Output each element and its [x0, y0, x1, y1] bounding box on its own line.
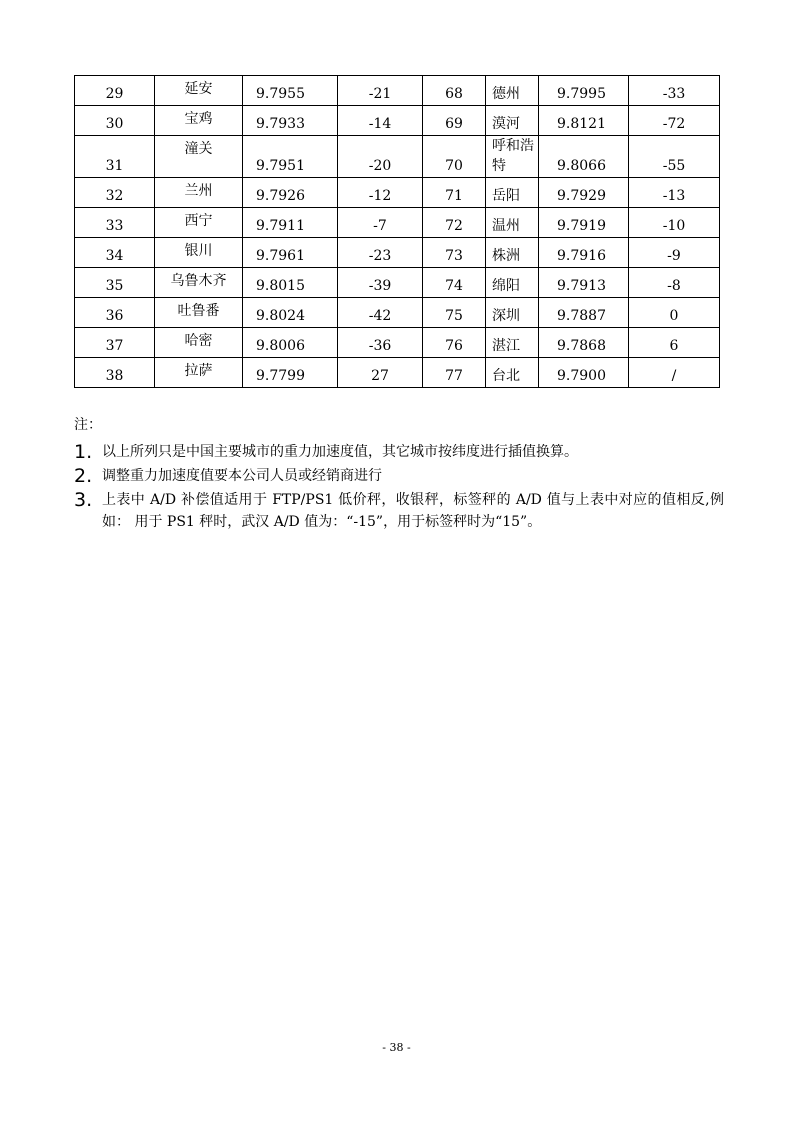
- city-name-cell: 湛江: [486, 328, 539, 358]
- city-name-cell: 西宁: [155, 208, 243, 238]
- gravity-value-cell: 9.7911: [243, 208, 338, 238]
- note-number: 1.: [74, 441, 93, 463]
- city-name-cell: 德州: [486, 76, 539, 106]
- city-name-cell: 岳阳: [486, 178, 539, 208]
- station-number-cell: 35: [75, 268, 155, 298]
- ad-compensation-cell: -7: [338, 208, 423, 238]
- gravity-value-cell: 9.7887: [539, 298, 629, 328]
- gravity-value-cell: 9.7900: [539, 358, 629, 388]
- table-row: [75, 136, 720, 178]
- note-text: 以上所列只是中国主要城市的重力加速度值，其它城市按纬度进行插值换算。: [102, 444, 578, 460]
- notes-section: [74, 415, 724, 535]
- gravity-value-cell: 9.7951: [243, 136, 338, 178]
- gravity-value-cell: 9.7916: [539, 238, 629, 268]
- gravity-value-cell: 9.7913: [539, 268, 629, 298]
- gravity-value-cell: 9.7799: [243, 358, 338, 388]
- ad-compensation-cell: -33: [629, 76, 720, 106]
- ad-compensation-cell: 27: [338, 358, 423, 388]
- note-number: 3.: [74, 489, 93, 511]
- station-number-cell: 77: [423, 358, 486, 388]
- gravity-value-cell: 9.7961: [243, 238, 338, 268]
- city-name-cell: 乌鲁木齐: [155, 268, 243, 298]
- station-number-cell: 70: [423, 136, 486, 178]
- station-number-cell: 37: [75, 328, 155, 358]
- table-row: [75, 328, 720, 358]
- ad-compensation-cell: -8: [629, 268, 720, 298]
- city-name-cell: 潼关: [155, 136, 243, 178]
- ad-compensation-cell: 0: [629, 298, 720, 328]
- station-number-cell: 36: [75, 298, 155, 328]
- table-row: [75, 358, 720, 388]
- ad-compensation-cell: -10: [629, 208, 720, 238]
- gravity-value-cell: 9.7868: [539, 328, 629, 358]
- station-number-cell: 75: [423, 298, 486, 328]
- table-row: [75, 268, 720, 298]
- city-name-cell: 深圳: [486, 298, 539, 328]
- table-row: [75, 106, 720, 136]
- ad-compensation-cell: -14: [338, 106, 423, 136]
- ad-compensation-cell: -36: [338, 328, 423, 358]
- table-row: [75, 76, 720, 106]
- ad-compensation-cell: -42: [338, 298, 423, 328]
- city-name-cell: 宝鸡: [155, 106, 243, 136]
- ad-compensation-cell: -20: [338, 136, 423, 178]
- gravity-value-cell: 9.8015: [243, 268, 338, 298]
- note-item: [74, 465, 724, 487]
- note-text: 上表中 A/D 补偿值适用于 FTP/PS1 低价秤，收银秤，标签秤的 A/D 值与上表中对应的值相反,例如： 用于 PS1 秤时，武汉 A/D 值为：“-15”，用于标签秤时为“15”。: [102, 492, 724, 530]
- city-name-cell: 拉萨: [155, 358, 243, 388]
- ad-compensation-cell: -55: [629, 136, 720, 178]
- city-name-cell: 漠河: [486, 106, 539, 136]
- table-row: [75, 208, 720, 238]
- station-number-cell: 68: [423, 76, 486, 106]
- station-number-cell: 31: [75, 136, 155, 178]
- gravity-value-cell: 9.8066: [539, 136, 629, 178]
- city-name-cell: 吐鲁番: [155, 298, 243, 328]
- ad-compensation-cell: 6: [629, 328, 720, 358]
- ad-compensation-cell: -23: [338, 238, 423, 268]
- gravity-value-cell: 9.8024: [243, 298, 338, 328]
- station-number-cell: 29: [75, 76, 155, 106]
- page-number: - 38 -: [382, 1041, 411, 1054]
- ad-compensation-cell: -21: [338, 76, 423, 106]
- station-number-cell: 32: [75, 178, 155, 208]
- station-number-cell: 76: [423, 328, 486, 358]
- ad-compensation-cell: -12: [338, 178, 423, 208]
- city-name-cell: 延安: [155, 76, 243, 106]
- note-item: [74, 489, 724, 533]
- gravity-table: [74, 75, 720, 388]
- station-number-cell: 33: [75, 208, 155, 238]
- station-number-cell: 30: [75, 106, 155, 136]
- station-number-cell: 38: [75, 358, 155, 388]
- ad-compensation-cell: -9: [629, 238, 720, 268]
- note-item: [74, 441, 724, 463]
- station-number-cell: 71: [423, 178, 486, 208]
- table-row: [75, 238, 720, 268]
- gravity-value-cell: 9.7919: [539, 208, 629, 238]
- city-name-cell: 绵阳: [486, 268, 539, 298]
- note-number: 2.: [74, 465, 93, 487]
- station-number-cell: 74: [423, 268, 486, 298]
- gravity-value-cell: 9.7955: [243, 76, 338, 106]
- city-name-cell: 台北: [486, 358, 539, 388]
- gravity-value-cell: 9.7933: [243, 106, 338, 136]
- ad-compensation-cell: /: [629, 358, 720, 388]
- gravity-value-cell: 9.8121: [539, 106, 629, 136]
- station-number-cell: 73: [423, 238, 486, 268]
- gravity-value-cell: 9.7926: [243, 178, 338, 208]
- gravity-value-cell: 9.7995: [539, 76, 629, 106]
- notes-list: [74, 441, 724, 533]
- ad-compensation-cell: -72: [629, 106, 720, 136]
- notes-heading: 注：: [74, 417, 102, 433]
- city-name-cell: 株洲: [486, 238, 539, 268]
- city-name-cell: 温州: [486, 208, 539, 238]
- gravity-value-cell: 9.7929: [539, 178, 629, 208]
- city-name-cell: 兰州: [155, 178, 243, 208]
- city-name-cell: 哈密: [155, 328, 243, 358]
- gravity-table-body: [75, 76, 720, 388]
- station-number-cell: 69: [423, 106, 486, 136]
- ad-compensation-cell: -39: [338, 268, 423, 298]
- table-row: [75, 178, 720, 208]
- station-number-cell: 34: [75, 238, 155, 268]
- gravity-value-cell: 9.8006: [243, 328, 338, 358]
- table-row: [75, 298, 720, 328]
- station-number-cell: 72: [423, 208, 486, 238]
- ad-compensation-cell: -13: [629, 178, 720, 208]
- city-name-cell: 银川: [155, 238, 243, 268]
- note-text: 调整重力加速度值要本公司人员或经销商进行: [102, 468, 382, 484]
- city-name-cell: 呼和浩特: [486, 136, 539, 178]
